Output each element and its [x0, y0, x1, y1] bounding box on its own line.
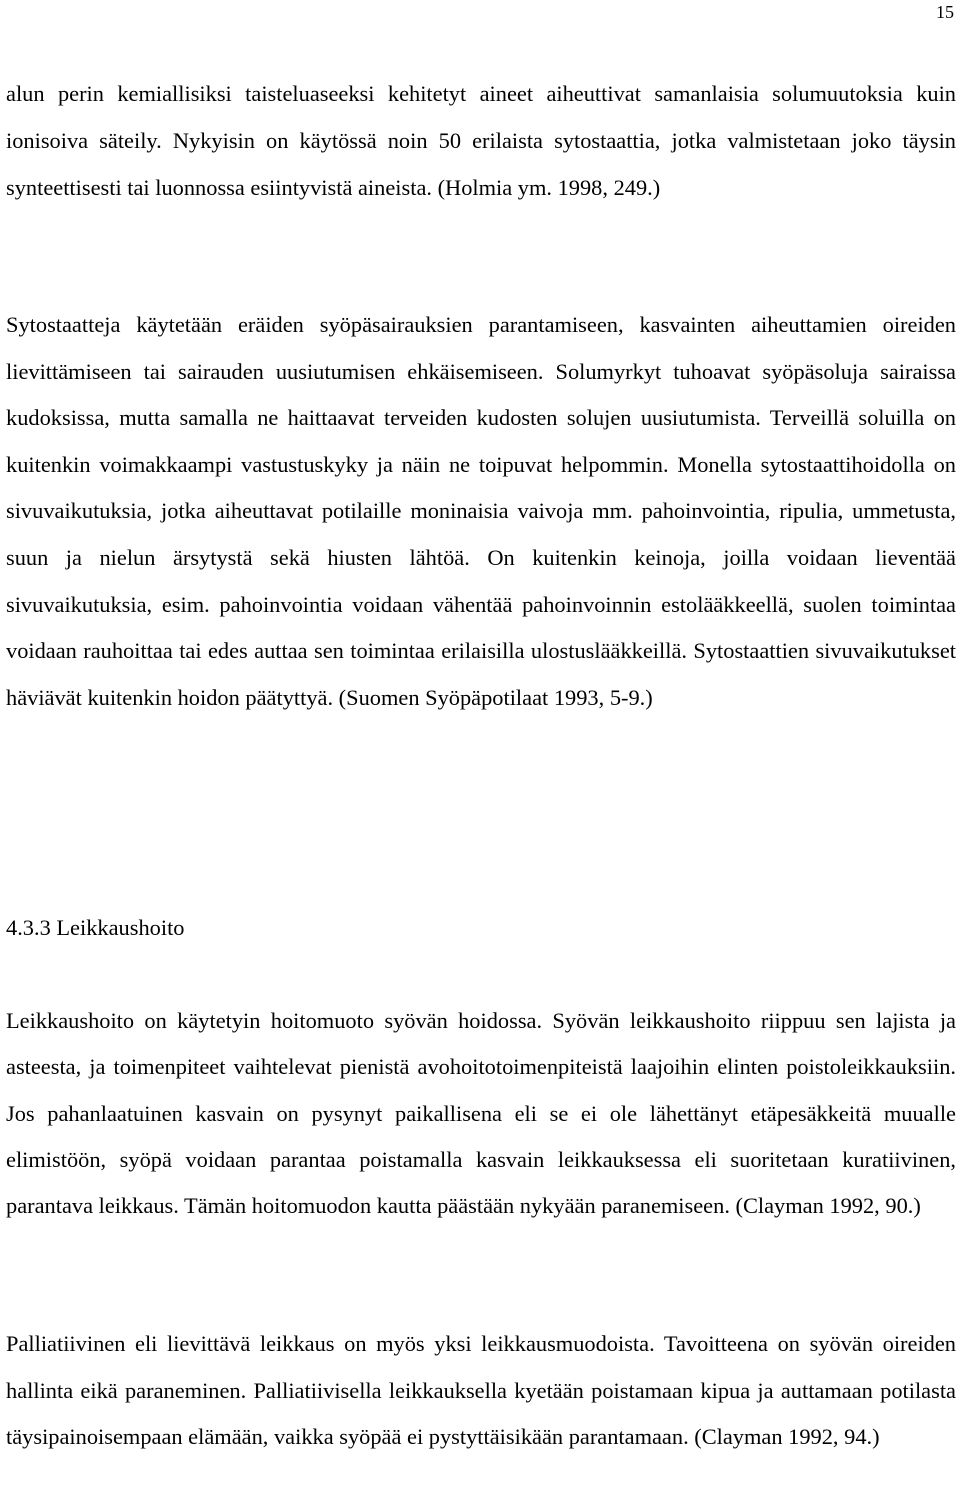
paragraph-cytostatics-intro: alun perin kemiallisiksi taisteluaseeksi kehitetyt aineet aiheuttivat samanlaisia solumuutoksia kuin ionisoiva säteily. Nykyisin on käytössä noin 50 erilaista sytostaattia, jotka valmistetaan joko täysin synteettisesti tai luonnossa esiintyvistä aineista. (Holmia ym. 1998, 249.): [6, 81, 956, 200]
page-number: 15: [936, 2, 954, 22]
paragraph-surgery-palliative: Palliatiivinen eli lievittävä leikkaus on myös yksi leikkausmuodoista. Tavoitteena on syövän oireiden hallinta eikä paraneminen. Palliatiivisella leikkauksella kyetään poistamaan kipua ja auttamaan potilasta täysipainoisempaan elämään, vaikka syöpää ei pystyttäisikään parantamaan. (Clayman 1992, 94.): [6, 1331, 956, 1449]
paragraph-surgery-curative: Leikkaushoito on käytetyin hoitomuoto syövän hoidossa. Syövän leikkaushoito riippuu sen lajista ja asteesta, ja toimenpiteet vaihtelevat pienistä avohoitotoimenpiteistä laajoihin elinten poistoleikkauksiin. Jos pahanlaatuinen kasvain on pysynyt paikallisena eli se ei ole lähettänyt etäpesäkkeitä muualle elimistöön, syöpä voidaan parantaa poistamalla kasvain leikkauksessa eli suoritetaan kuratiivinen, parantava leikkaus. Tämän hoitomuodon kautta päästään nykyään paranemiseen. (Clayman 1992, 90.): [6, 1008, 956, 1219]
paragraph-cytostatics-effects: Sytostaatteja käytetään eräiden syöpäsairauksien parantamiseen, kasvainten aiheuttamien oireiden lievittämiseen tai sairauden uusiutumisen ehkäisemiseen. Solumyrkyt tuhoavat syöpäsoluja sairaissa kudoksissa, mutta samalla ne haittaavat terveiden kudosten solujen uusiutumista. Terveillä soluilla on kuitenkin voimakkaampi vastustuskyky ja näin ne toipuvat helpommin. Monella sytostaattihoidolla on sivuvaikutuksia, jotka aiheuttavat potilaille moninaisia vaivoja mm. pahoinvointia, ripulia, ummetusta, suun ja nielun ärsytystä sekä hiusten lähtöä. On kuitenkin keinoja, joilla voidaan lieventää sivuvaikutuksia, esim. pahoinvointia voidaan vähentää pahoinvoinnin estolääkkeellä, suolen toimintaa voidaan rauhoittaa tai edes auttaa sen toimintaa erilaisilla ulostuslääkkeillä. Sytostaattien sivuvaikutukset häviävät kuitenkin hoidon päätyttyä. (Suomen Syöpäpotilaat 1993, 5-9.): [6, 312, 956, 710]
section-heading-leikkaushoito: 4.3.3 Leikkaushoito: [6, 915, 185, 940]
